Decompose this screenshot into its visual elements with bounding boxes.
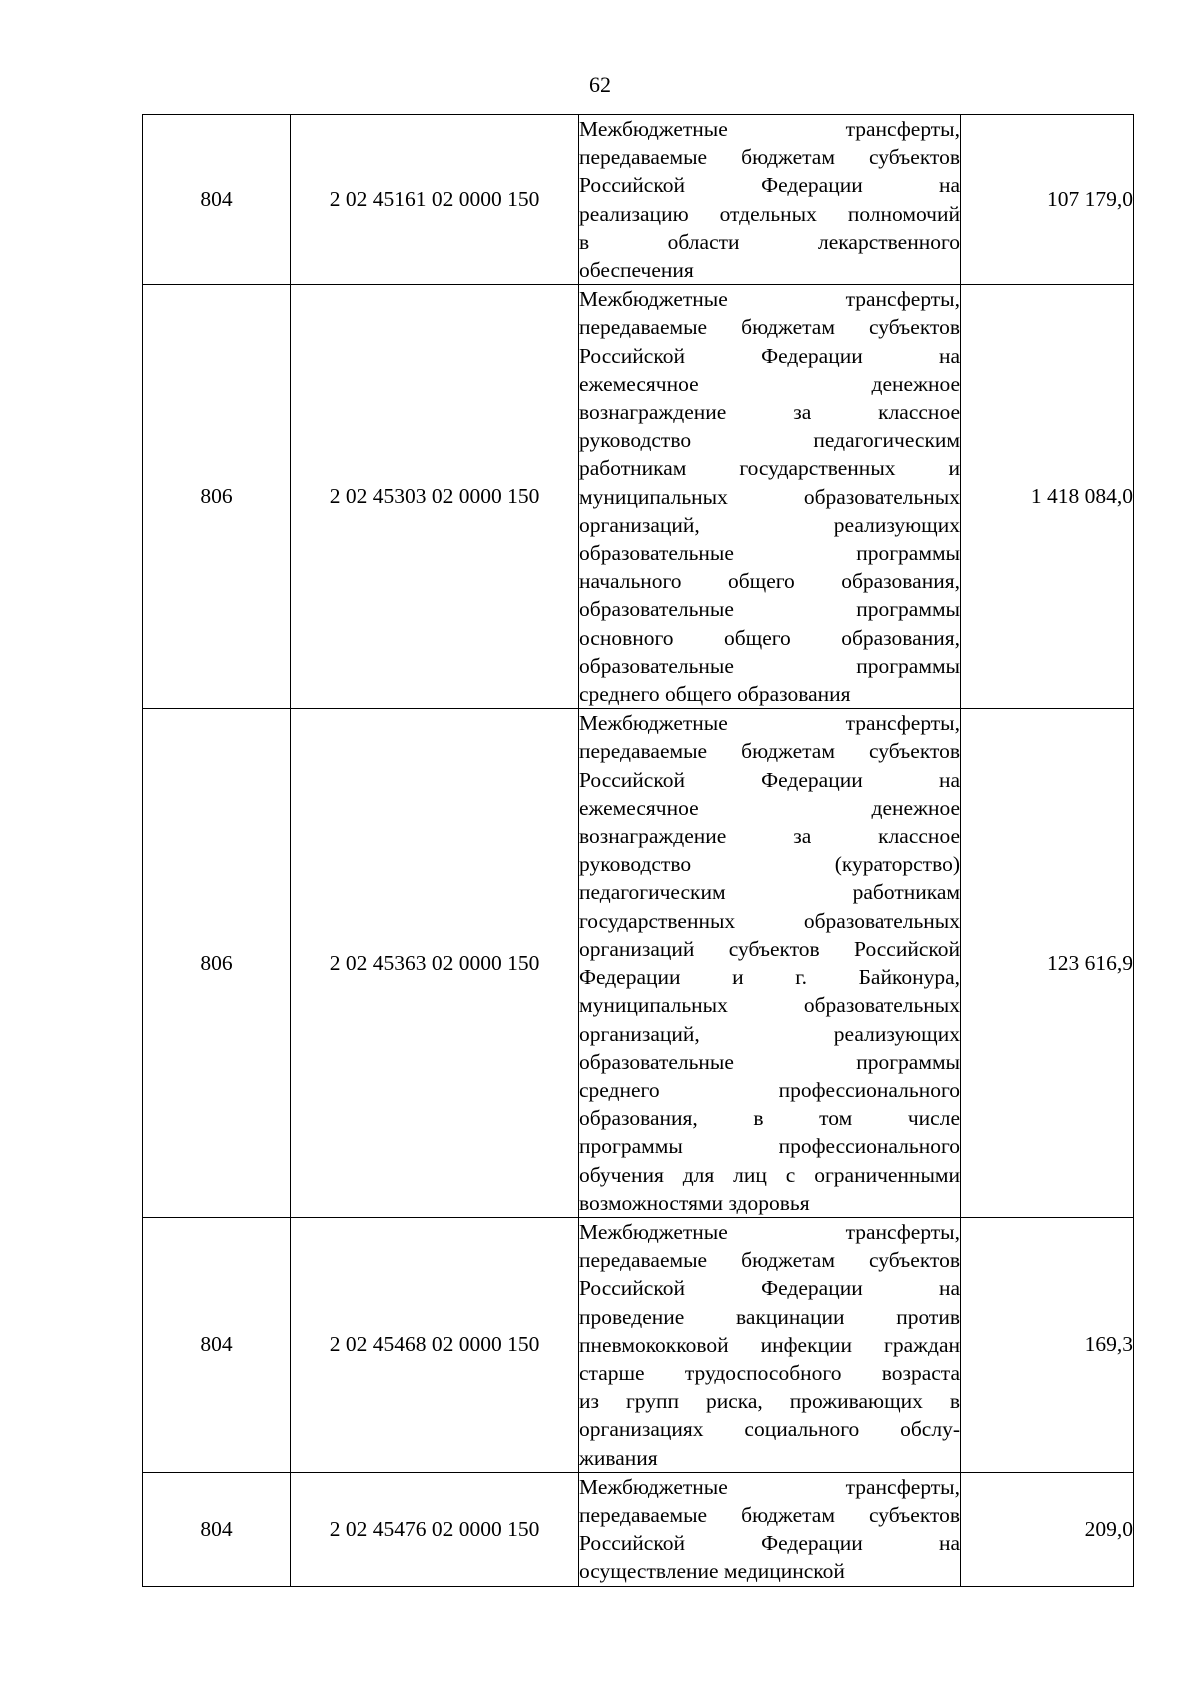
description-line: живания bbox=[579, 1445, 658, 1470]
description-line: среднего общего образования bbox=[579, 682, 851, 707]
description-line: организаций, реализующих bbox=[579, 512, 960, 537]
table-row bbox=[143, 285, 1134, 709]
amount-cell: 1 418 084,0 bbox=[961, 285, 1134, 709]
description-cell bbox=[579, 285, 961, 709]
description-line: Российской Федерации на bbox=[579, 767, 960, 792]
budget-classification-code-cell: 2 02 45468 02 0000 150 bbox=[291, 1217, 579, 1472]
description-line: руководство (кураторство) bbox=[579, 852, 960, 877]
description-line: вознаграждение за классное bbox=[579, 400, 960, 425]
amount-cell: 107 179,0 bbox=[961, 115, 1134, 285]
description-line: организациях социального обслу- bbox=[579, 1417, 960, 1442]
amount-cell: 123 616,9 bbox=[961, 709, 1134, 1218]
description-line: основного общего образования, bbox=[579, 625, 960, 650]
description-line: образовательные программы bbox=[579, 653, 960, 678]
description-line: муниципальных образовательных bbox=[579, 484, 960, 509]
description-cell bbox=[579, 1472, 961, 1586]
description-line: осуществление медицинской bbox=[579, 1559, 845, 1584]
description-line: образовательные программы bbox=[579, 541, 960, 566]
description-line: из групп риска, проживающих в bbox=[579, 1389, 960, 1414]
description-line: обеспечения bbox=[579, 258, 694, 283]
table-row bbox=[143, 1217, 1134, 1472]
budget-classification-code-cell: 2 02 45476 02 0000 150 bbox=[291, 1472, 579, 1586]
description-line: ежемесячное денежное bbox=[579, 371, 960, 396]
description-cell bbox=[579, 709, 961, 1218]
description-line: организаций субъектов Российской bbox=[579, 936, 960, 961]
admin-code-cell: 804 bbox=[143, 115, 291, 285]
description-line: реализацию отдельных полномочий bbox=[579, 201, 960, 226]
description-line: Российской Федерации на bbox=[579, 1276, 960, 1301]
description-line: работникам государственных и bbox=[579, 456, 960, 481]
description-line: Российской Федерации на bbox=[579, 173, 960, 198]
description-line: в области лекарственного bbox=[579, 229, 960, 254]
description-cell bbox=[579, 1217, 961, 1472]
description-line: старше трудоспособного возраста bbox=[579, 1360, 960, 1385]
description-line: передаваемые бюджетам субъектов bbox=[579, 1248, 960, 1273]
amount-cell: 209,0 bbox=[961, 1472, 1134, 1586]
budget-classification-code-cell: 2 02 45303 02 0000 150 bbox=[291, 285, 579, 709]
description-line: образовательные программы bbox=[579, 597, 960, 622]
description-line: проведение вакцинации против bbox=[579, 1304, 960, 1329]
description-line: передаваемые бюджетам субъектов bbox=[579, 145, 960, 170]
description-cell bbox=[579, 115, 961, 285]
description-line: муниципальных образовательных bbox=[579, 993, 960, 1018]
description-line: образования, в том числе bbox=[579, 1106, 960, 1131]
description-line: вознаграждение за классное bbox=[579, 824, 960, 849]
budget-table bbox=[142, 114, 1134, 1587]
description-line: начального общего образования, bbox=[579, 569, 960, 594]
description-line: программы профессионального bbox=[579, 1134, 960, 1159]
page-number: 62 bbox=[589, 72, 611, 97]
description-line: Российской Федерации на bbox=[579, 1531, 960, 1556]
description-line: передаваемые бюджетам субъектов bbox=[579, 315, 960, 340]
budget-classification-code-cell: 2 02 45363 02 0000 150 bbox=[291, 709, 579, 1218]
description-line: ежемесячное денежное bbox=[579, 795, 960, 820]
admin-code-cell: 804 bbox=[143, 1472, 291, 1586]
admin-code-cell: 806 bbox=[143, 285, 291, 709]
admin-code-cell: 806 bbox=[143, 709, 291, 1218]
description-line: Федерации и г. Байконура, bbox=[579, 965, 960, 990]
description-line: пневмококковой инфекции граждан bbox=[579, 1332, 960, 1357]
description-line: среднего профессионального bbox=[579, 1077, 960, 1102]
description-line: Российской Федерации на bbox=[579, 343, 960, 368]
description-line: руководство педагогическим bbox=[579, 428, 960, 453]
description-line: государственных образовательных bbox=[579, 908, 960, 933]
description-line: возможностями здоровья bbox=[579, 1190, 810, 1215]
table-row bbox=[143, 115, 1134, 285]
amount-cell: 169,3 bbox=[961, 1217, 1134, 1472]
table-row bbox=[143, 709, 1134, 1218]
description-line: Межбюджетные трансферты, bbox=[579, 711, 960, 736]
description-line: образовательные программы bbox=[579, 1049, 960, 1074]
description-line: передаваемые бюджетам субъектов bbox=[579, 1502, 960, 1527]
description-line: педагогическим работникам bbox=[579, 880, 960, 905]
description-line: Межбюджетные трансферты, bbox=[579, 287, 960, 312]
table-row bbox=[143, 1472, 1134, 1586]
table-body bbox=[143, 115, 1134, 1587]
description-line: Межбюджетные трансферты, bbox=[579, 1219, 960, 1244]
description-line: обучения для лиц с ограниченными bbox=[579, 1162, 960, 1187]
description-line: организаций, реализующих bbox=[579, 1021, 960, 1046]
description-line: Межбюджетные трансферты, bbox=[579, 1474, 960, 1499]
description-line: Межбюджетные трансферты, bbox=[579, 117, 960, 141]
description-line: передаваемые бюджетам субъектов bbox=[579, 739, 960, 764]
budget-classification-code-cell: 2 02 45161 02 0000 150 bbox=[291, 115, 579, 285]
admin-code-cell: 804 bbox=[143, 1217, 291, 1472]
